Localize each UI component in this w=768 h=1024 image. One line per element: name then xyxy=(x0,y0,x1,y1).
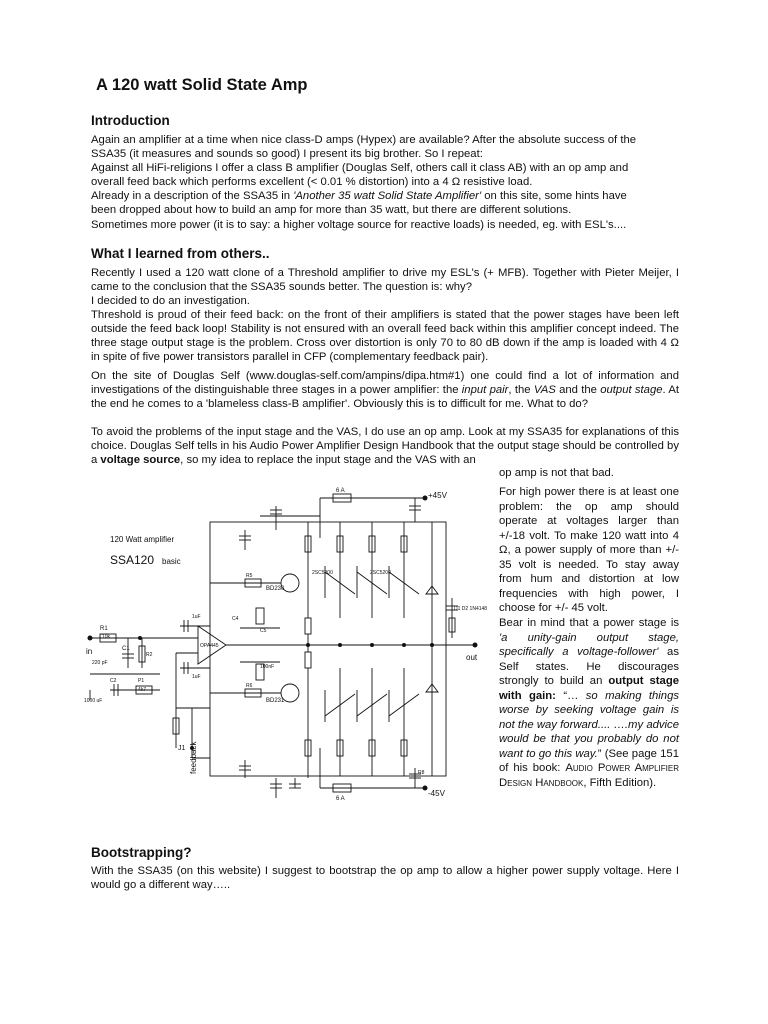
learned-paragraph-3: Threshold is proud of their feed back: on the front of their amplifiers is stated that the power stages have been left outside the feed back loop! Stability is not ensured with an overall feed back within this amplifier concept indeed. The three stage output stage is the problem. Cross over distortion is only 70 to 80 dB down if the amp is loaded with 4 Ω in spite of five power transistors parallel in CFP (complementary feedback pair). xyxy=(91,309,679,364)
component-label: P1 xyxy=(138,678,145,684)
component-label: 2SC5200 xyxy=(312,570,333,576)
intro-line: Against all HiFi-religions I offer a class B amplifier (Douglas Self, others call it class AB) with an op amp and xyxy=(91,162,629,175)
component-label: R6 xyxy=(246,683,253,689)
driver-transistor-label: BD230 xyxy=(266,586,285,592)
heading-what-i-learned: What I learned from others.. xyxy=(91,246,270,261)
intro-line: Already in a description of the SSA35 in 'Another 35 watt Solid State Amplifier' on this site, some hints have xyxy=(91,190,627,203)
component-label: 1uF xyxy=(192,614,201,620)
learned-paragraph-5: To avoid the problems of the input stage and the VAS, I do use an op amp. Look at my SSA35 for explanations of this choice. Douglas Self tells in his Audio Power Amplifier Design Handbook that the output stage should be controlled by a voltage source, so my idea to replace the input stage and the VAS with an xyxy=(91,426,679,467)
bootstrap-paragraph: With the SSA35 (on this website) I suggest to bootstrap the op amp to allow a higher power supply voltage. Here I would go a different way….. xyxy=(91,865,679,892)
book-title: Audio Power Amplifier Design Handbook xyxy=(499,762,679,789)
heading-bootstrapping: Bootstrapping? xyxy=(91,845,192,860)
document-title: A 120 watt Solid State Amp xyxy=(96,76,308,94)
component-label: C4 xyxy=(232,616,239,622)
component-label: C2 xyxy=(110,678,117,684)
component-label: C1 xyxy=(122,646,130,652)
opamp-label: OPA445 xyxy=(200,643,219,649)
component-label: 1uF xyxy=(192,674,201,680)
component-label: C5 xyxy=(260,628,267,634)
intro-line: SSA35 (it measures and sounds so good) I present its big brother. So I repeat: xyxy=(91,148,483,161)
feedback-label: feedback xyxy=(189,741,198,774)
component-label: 2SC5200 xyxy=(370,570,391,576)
learned-paragraph-4: On the site of Douglas Self (www.douglas-self.com/ampins/dipa.htm#1) one could find a lot of information and investigations of the distinguishable three stages in a power amplifier: the input pair, the VAS and the output stage. At the end he comes to a 'blameless class-B amplifier'. Obviously this is to difficult for me. What to do? xyxy=(91,370,679,411)
output-label: out xyxy=(466,653,478,662)
driver-transistor-label: BD231 xyxy=(266,698,285,704)
side-paragraph-unity-gain: Bear in mind that a power stage is 'a unity-gain output stage, specifically a voltage-follower' as Self states. He discourages strongly to build an output stage with gain: “… so making things worse by seeking voltage gain is not the way forward.... ….my advice would be that you probably do not want to go this way.” (See page 151 of his book: Audio Power Amplifier Design Handbook, Fifth Edition). xyxy=(499,617,680,789)
supply-positive-label: +45V xyxy=(428,491,447,500)
supply-negative-label: -45V xyxy=(428,789,445,798)
component-label: R8 xyxy=(418,770,425,776)
input-label: in xyxy=(86,647,93,656)
amplifier-schematic xyxy=(80,478,495,816)
intro-line: Again an amplifier at a time when nice class-D amps (Hypex) are available? After the absolute success of the xyxy=(91,134,637,146)
fuse-label: 6 A xyxy=(336,488,345,494)
schematic-variant: basic xyxy=(162,557,181,566)
component-label: 4k7 xyxy=(138,687,147,693)
component-label: R5 xyxy=(246,573,253,579)
component-label: 1000 uF xyxy=(84,698,103,704)
component-label: R2 xyxy=(146,652,153,658)
component-label: R1 xyxy=(100,626,108,632)
article-reference: 'Another 35 watt Solid State Amplifier' xyxy=(293,190,482,203)
side-paragraph-power: For high power there is at least one problem: the op amp should operate at voltages larger than +/-18 volt. To make 120 watt into 4 Ω, a power supply of more than +/- 35 volt is needed. To stay away from hum and distortion at low frequencies with high power, I choose for +/- 45 volt. xyxy=(499,486,679,614)
learned-paragraph-2: I decided to do an investigation. xyxy=(91,295,250,307)
component-label: 100nF xyxy=(260,664,275,670)
fuse-label: 6 A xyxy=(336,796,345,802)
intro-line: been dropped about how to build an amp for more than 35 watt, but there are different solutions. xyxy=(91,204,572,217)
heading-introduction: Introduction xyxy=(91,113,170,128)
component-label: 220 pF xyxy=(92,660,108,666)
intro-line: Sometimes more power (it is to say: a higher voltage source for reactive loads) is needed, eg. with ESL's.... xyxy=(91,218,627,231)
schematic-model: SSA120 xyxy=(110,553,155,567)
learned-paragraph-1: Recently I used a 120 watt clone of a Threshold amplifier to drive my ESL's (+ MFB). Together with Pieter Meijer, I came to the conclusion that the SSA35 sounds better. The question is: why? xyxy=(91,267,679,294)
intro-paragraph xyxy=(91,133,679,232)
learned-paragraph-5-end: op amp is not that bad. xyxy=(499,467,614,479)
component-label: D1 D2 1N4148 xyxy=(454,606,488,612)
intro-line: overall feed back which performs excellent (< 0.01 % distortion) into a 4 Ω resistive load. xyxy=(91,176,533,189)
jumper-label: J1 xyxy=(178,745,186,752)
schematic-title: 120 Watt amplifier xyxy=(110,535,175,544)
component-label: 10k xyxy=(102,634,111,640)
